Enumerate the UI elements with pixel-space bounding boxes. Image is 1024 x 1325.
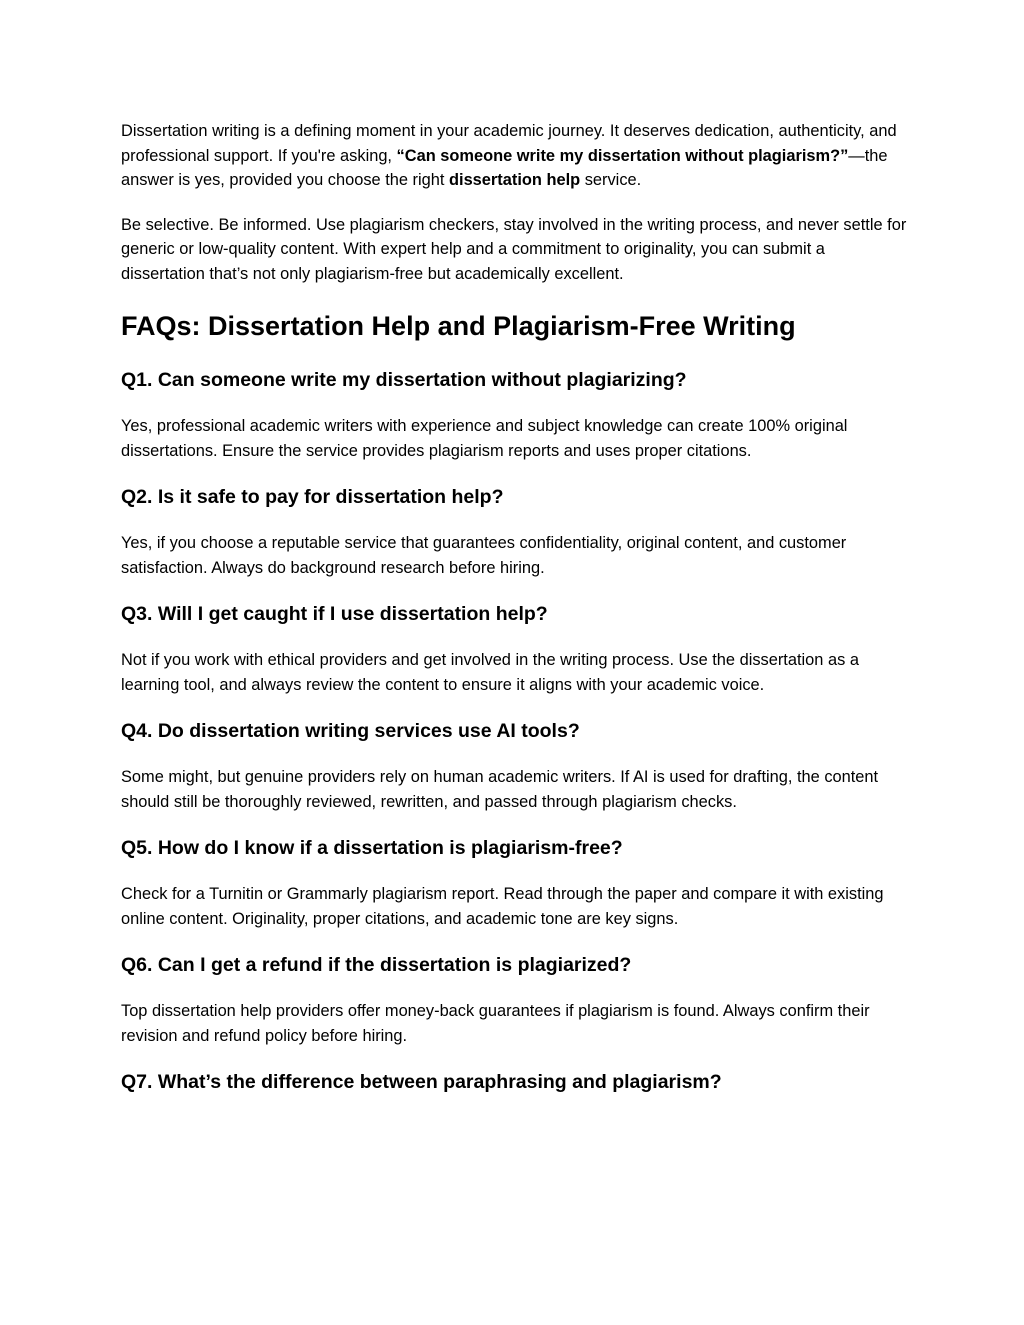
faq-item-7 — [121, 1068, 911, 1096]
faq-answer: Yes, professional academic writers with experience and subject knowledge can create 100% original dissertations. Ensure the service provides plagiarism reports and uses proper citations. — [121, 417, 848, 460]
faq-answer: Not if you work with ethical providers and get involved in the writing process. Use the dissertation as a learning tool, and always review the content to ensure it aligns with your academic voice. — [121, 651, 859, 694]
intro-paragraph-1 — [121, 119, 911, 193]
intro-bold-keyword: dissertation help — [449, 171, 581, 189]
faq-item-6 — [121, 951, 911, 1048]
faq-question: Q7. What’s the difference between paraphrasing and plagiarism? — [121, 1071, 722, 1093]
faq-item-1 — [121, 366, 911, 463]
faq-item-3 — [121, 600, 911, 697]
faq-question: Q1. Can someone write my dissertation without plagiarizing? — [121, 369, 687, 391]
document-page — [121, 119, 911, 1116]
intro-text-c: service. — [580, 171, 642, 189]
intro-text-b: —the answer is yes, provided you choose the right — [121, 146, 888, 189]
intro-bold-question: “Can someone write my dissertation without plagiarism?” — [396, 146, 849, 165]
faq-answer: Top dissertation help providers offer money-back guarantees if plagiarism is found. Always confirm their revision and refund policy before hiring. — [121, 1002, 870, 1045]
faq-answer: Check for a Turnitin or Grammarly plagiarism report. Read through the paper and compare it with existing online content. Originality, proper citations, and academic tone are key signs. — [121, 885, 884, 928]
faq-question: Q3. Will I get caught if I use dissertation help? — [121, 603, 548, 625]
intro-paragraph-2: Be selective. Be informed. Use plagiarism checkers, stay involved in the writing process, and never settle for generic or low-quality content. With expert help and a commitment to originality, you can submit a dissertation that’s not only plagiarism-free but academically excellent. — [121, 215, 907, 283]
faq-item-4 — [121, 717, 911, 814]
faq-question: Q6. Can I get a refund if the dissertation is plagiarized? — [121, 954, 632, 976]
faq-answer: Some might, but genuine providers rely on human academic writers. If AI is used for drafting, the content should still be thoroughly reviewed, rewritten, and passed through plagiarism checks. — [121, 768, 879, 811]
faq-item-2 — [121, 483, 911, 580]
faq-item-5 — [121, 834, 911, 931]
faq-heading: FAQs: Dissertation Help and Plagiarism-Free Writing — [121, 311, 796, 341]
faq-question: Q5. How do I know if a dissertation is plagiarism-free? — [121, 837, 623, 859]
faq-answer: Yes, if you choose a reputable service that guarantees confidentiality, original content, and customer satisfaction. Always do background research before hiring. — [121, 534, 847, 577]
intro-text-a: Dissertation writing is a defining moment in your academic journey. It deserves dedication, authenticity, and professional support. If you're asking, — [121, 122, 897, 165]
faq-question: Q2. Is it safe to pay for dissertation help? — [121, 486, 504, 508]
faq-question: Q4. Do dissertation writing services use AI tools? — [121, 720, 580, 742]
